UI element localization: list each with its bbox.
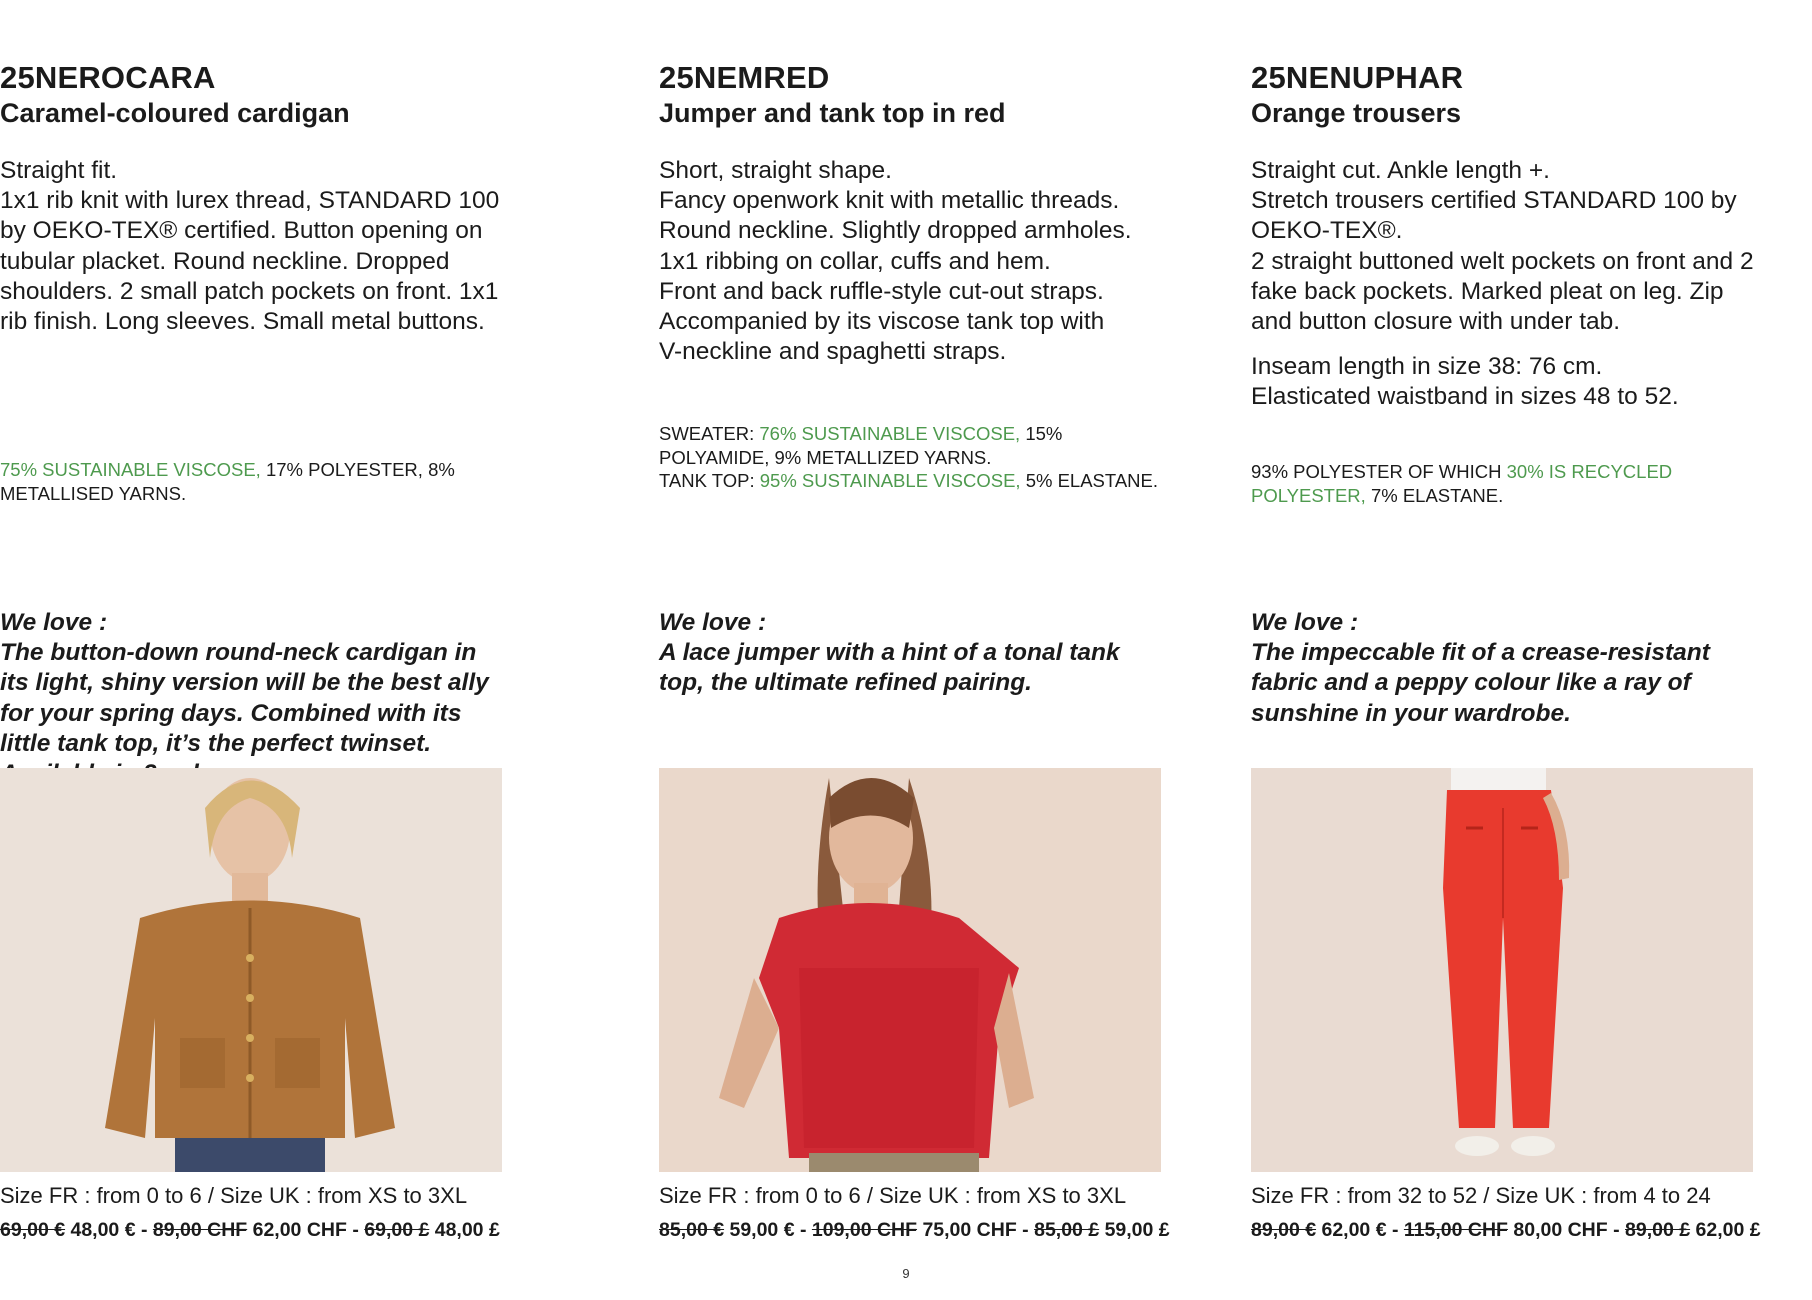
new-price-eur: 59,00 €: [729, 1219, 795, 1241]
description-line: V-neckline and spaghetti straps.: [659, 338, 1007, 366]
page-number: 9: [902, 1266, 910, 1281]
product-description: [0, 156, 520, 337]
composition-sustainable: 75% SUSTAINABLE VISCOSE,: [0, 459, 266, 480]
new-price-gbp: 59,00 £: [1104, 1219, 1170, 1241]
product-title: Jumper and tank top in red: [659, 98, 1006, 128]
old-price-eur: 85,00 €: [659, 1219, 725, 1241]
new-price-gbp: 62,00 £: [1695, 1219, 1761, 1241]
description-line: Front and back ruffle-style cut-out straps.: [659, 277, 1104, 305]
price-line: [659, 1217, 1219, 1243]
product-photo-illustration: [1251, 768, 1753, 1172]
composition-sustainable: 76% SUSTAINABLE VISCOSE,: [759, 423, 1026, 444]
product-card-25nenuphar: [1251, 60, 1761, 1241]
product-title: Caramel-coloured cardigan: [0, 98, 350, 128]
we-love-label: We love :: [659, 609, 767, 636]
new-price-eur: 48,00 €: [70, 1219, 136, 1241]
composition-text: TANK TOP:: [659, 470, 760, 491]
composition: [659, 422, 1179, 493]
price-line: [0, 1217, 560, 1243]
old-price-eur: 69,00 €: [0, 1219, 66, 1241]
price-separator: -: [1016, 1219, 1035, 1241]
price-separator: -: [794, 1219, 812, 1241]
price-separator: -: [1386, 1219, 1404, 1241]
old-price-eur: 89,00 €: [1251, 1219, 1317, 1241]
product-photo: [0, 768, 502, 1172]
description-line: 1x1 rib knit with lurex thread, STANDARD 100 by OEKO-TEX® certified. Button opening on tubular placket. Round neckline. Dropped shoulders. 2 small patch pockets on front. 1x1 rib finish. Long sleeves. Small metal buttons.: [0, 187, 500, 336]
price-separator: -: [346, 1219, 365, 1241]
price-separator: -: [1607, 1219, 1626, 1241]
we-love-text: The impeccable fit of a crease-resistant fabric and a peppy colour like a ray of sunshine in your wardrobe.: [1251, 639, 1710, 727]
composition-text: METALLISED YARNS.: [0, 482, 187, 504]
product-photo-illustration: [659, 768, 1161, 1172]
product-photo-illustration: [0, 768, 502, 1172]
old-price-gbp: 69,00 £: [364, 1219, 430, 1241]
old-price-gbp: 89,00 £: [1625, 1219, 1691, 1241]
description-line: Fancy openwork knit with metallic threads.: [659, 187, 1120, 215]
old-price-gbp: 85,00 £: [1034, 1219, 1100, 1241]
composition-sustainable: POLYESTER,: [1251, 484, 1371, 506]
composition-sustainable: 95% SUSTAINABLE VISCOSE,: [759, 470, 1026, 491]
description-line: Straight fit.: [0, 157, 118, 184]
size-range: Size FR : from 32 to 52 / Size UK : from 4 to 24: [1251, 1183, 1711, 1208]
old-price-chf: 89,00 CHF: [152, 1219, 248, 1241]
old-price-chf: 115,00 CHF: [1403, 1219, 1508, 1241]
composition: [1251, 460, 1771, 507]
description-line: Short, straight shape.: [659, 157, 892, 184]
product-code: 25NENUPHAR: [1251, 60, 1464, 95]
composition-text: 7% ELASTANE.: [1370, 484, 1504, 506]
description-line: 1x1 ribbing on collar, cuffs and hem.: [659, 247, 1051, 275]
product-card-25nemred: [659, 60, 1170, 1241]
new-price-eur: 62,00 €: [1321, 1219, 1387, 1241]
we-love-block: [0, 608, 520, 789]
price-line: [1251, 1217, 1811, 1243]
composition: [0, 458, 520, 505]
new-price-gbp: 48,00 £: [434, 1219, 500, 1241]
we-love-label: We love :: [0, 609, 108, 636]
description-line: 2 straight buttoned welt pockets on front and 2 fake back pockets. Marked pleat on leg. Zip and button closure with under tab.: [1251, 247, 1754, 336]
composition-text: SWEATER:: [659, 423, 760, 444]
new-price-chf: 75,00 CHF: [922, 1219, 1017, 1241]
composition-text: POLYAMIDE, 9% METALLIZED YARNS.: [659, 446, 992, 468]
description-line: Stretch trousers certified STANDARD 100 by OEKO-TEX®.: [1251, 187, 1737, 245]
composition-text: 5% ELASTANE.: [1025, 470, 1158, 491]
composition-text: 17% POLYESTER, 8%: [265, 459, 455, 480]
description-line: Straight cut. Ankle length +.: [1251, 157, 1550, 184]
description-line: Round neckline. Slightly dropped armholes.: [659, 217, 1132, 245]
product-photo: [1251, 768, 1753, 1172]
product-description: [1251, 156, 1771, 428]
size-range: Size FR : from 0 to 6 / Size UK : from XS to 3XL: [659, 1183, 1127, 1208]
composition-sustainable: 30% IS RECYCLED: [1506, 461, 1673, 482]
new-price-chf: 62,00 CHF: [252, 1219, 347, 1241]
description-line: Inseam length in size 38: 76 cm. Elasticated waistband in sizes 48 to 52.: [1251, 353, 1679, 411]
size-range: Size FR : from 0 to 6 / Size UK : from XS to 3XL: [0, 1183, 468, 1208]
we-love-label: We love :: [1251, 609, 1359, 636]
product-description: [659, 156, 1179, 367]
composition-text: 93% POLYESTER OF WHICH: [1251, 461, 1507, 482]
product-photo: [659, 768, 1161, 1172]
new-price-chf: 80,00 CHF: [1513, 1219, 1608, 1241]
price-separator: -: [135, 1219, 153, 1241]
we-love-block: [659, 608, 1179, 699]
old-price-chf: 109,00 CHF: [811, 1219, 918, 1241]
product-title: Orange trousers: [1251, 98, 1462, 128]
product-card-25nerocara: [0, 60, 510, 1241]
we-love-text: A lace jumper with a hint of a tonal tank top, the ultimate refined pairing.: [659, 639, 1120, 697]
we-love-block: [1251, 608, 1771, 729]
composition-text: 15%: [1025, 423, 1063, 444]
description-line: Accompanied by its viscose tank top with: [659, 308, 1105, 336]
we-love-text: The button-down round-neck cardigan in its light, shiny version will be the best ally for your spring days. Combined with its little tank top, it’s the perfect twinset.: [0, 639, 489, 757]
product-code: 25NEMRED: [659, 60, 830, 95]
product-code: 25NEROCARA: [0, 60, 216, 95]
